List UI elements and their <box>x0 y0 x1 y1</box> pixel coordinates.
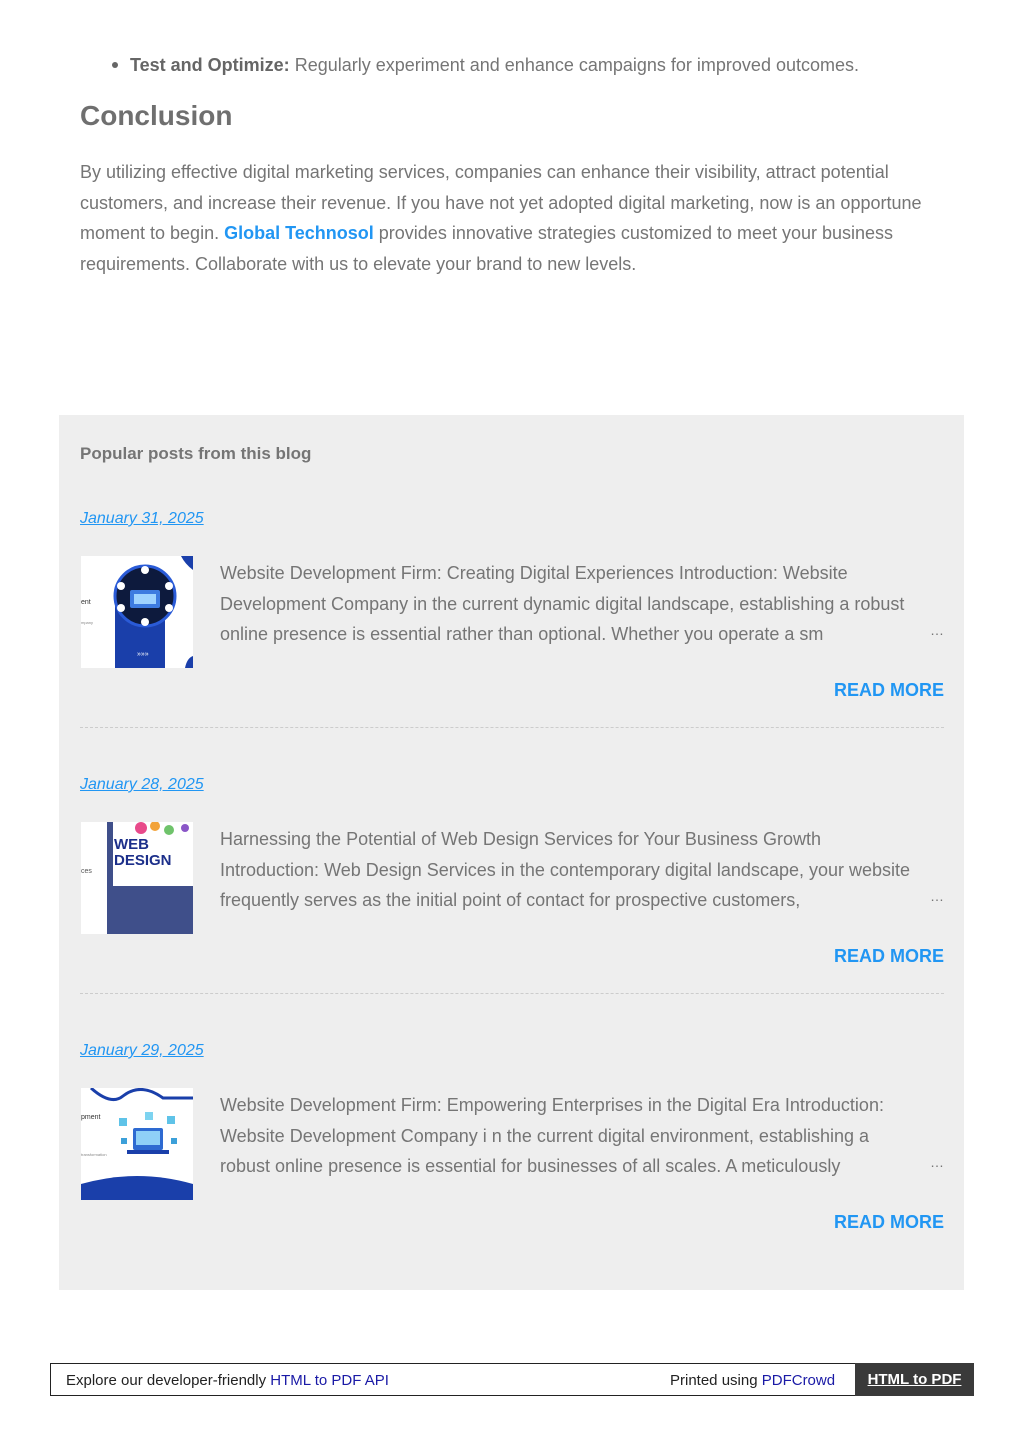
post-snippet: Harnessing the Potential of Web Design Services for Your Business Growth Introduction: Web Design Services in the contemporary digital landscape, your website frequently serves as the initial point of contact for prospective customers, <box>220 829 911 911</box>
svg-text:mpany: mpany <box>81 620 94 625</box>
conclusion-paragraph <box>80 157 950 279</box>
post-snippet: Website Development Firm: Empowering Enterprises in the Digital Era Introduction: Website Development Company i n the current digital environment, establishing a robust online presence is essential for businesses of all scales. A meticulously <box>220 1095 884 1177</box>
global-technosol-link[interactable]: Global Technosol <box>224 223 374 244</box>
pdfcrowd-footer <box>50 1363 974 1396</box>
post-date[interactable]: January 28, 2025 <box>80 776 204 793</box>
pdfcrowd-link[interactable]: PDFCrowd <box>761 1372 836 1389</box>
html-to-pdf-button[interactable]: HTML to PDF <box>855 1363 974 1396</box>
ellipsis-icon: … <box>930 888 944 904</box>
conclusion-text-before: By utilizing effective digital marketing services, companies can enhance their visibility, attract potential customers, and increase their revenue. If you have not yet adopted digital marketing, now is an opportune moment to begin. <box>80 162 922 244</box>
footer-left <box>66 1372 389 1389</box>
footer-left-text: Explore our developer-friendly <box>66 1372 271 1389</box>
ellipsis-icon: … <box>930 622 944 638</box>
snippet-fade <box>870 886 930 916</box>
read-more-link[interactable]: READ MORE <box>833 1212 944 1232</box>
thumb-design-text: DESIGN <box>114 852 172 869</box>
footer-right <box>670 1372 835 1389</box>
bullet-list <box>110 52 970 78</box>
ellipsis-icon: … <box>930 1154 944 1170</box>
footer-right-text: Printed using <box>670 1372 762 1389</box>
post-divider <box>80 727 944 728</box>
post-thumbnail-web-development[interactable] <box>81 556 193 668</box>
bullet-bold: Test and Optimize: <box>130 55 290 75</box>
post-thumbnail-web-design[interactable] <box>81 822 193 934</box>
snippet-fade <box>870 1152 930 1182</box>
post-date[interactable]: January 29, 2025 <box>80 1042 204 1059</box>
svg-text:ent: ent <box>81 599 91 606</box>
svg-text:»»»: »»» <box>137 651 149 658</box>
popular-posts-title: Popular posts from this blog <box>80 444 312 463</box>
conclusion-text-after: provides innovative strategies customized to meet your business requirements. Collaborate with us to elevate your brand to new levels. <box>80 223 894 274</box>
read-more-link[interactable]: READ MORE <box>833 680 944 700</box>
thumb-web-text: WEB <box>114 836 149 853</box>
post-thumbnail-web-development-firm[interactable] <box>81 1088 193 1200</box>
svg-text:transformation: transformation <box>81 1152 107 1157</box>
post-snippet: Website Development Firm: Creating Digital Experiences Introduction: Website Development Company in the current dynamic digital landscape, establishing a robust online presence is essential rather than optional. Whether you operate a sm <box>220 563 905 645</box>
post-date[interactable]: January 31, 2025 <box>80 510 204 527</box>
read-more-link[interactable]: READ MORE <box>833 946 944 966</box>
snippet-fade <box>870 620 930 650</box>
html-to-pdf-api-link[interactable]: HTML to PDF API <box>270 1372 389 1389</box>
bullet-text: Regularly experiment and enhance campaigns for improved outcomes. <box>289 55 859 75</box>
popular-posts-section <box>59 415 964 1290</box>
svg-text:pment: pment <box>81 1114 101 1121</box>
post-divider <box>80 993 944 994</box>
bullet-item <box>110 52 970 78</box>
thumb-side-text: ces <box>81 868 92 875</box>
conclusion-heading: Conclusion <box>80 100 233 131</box>
